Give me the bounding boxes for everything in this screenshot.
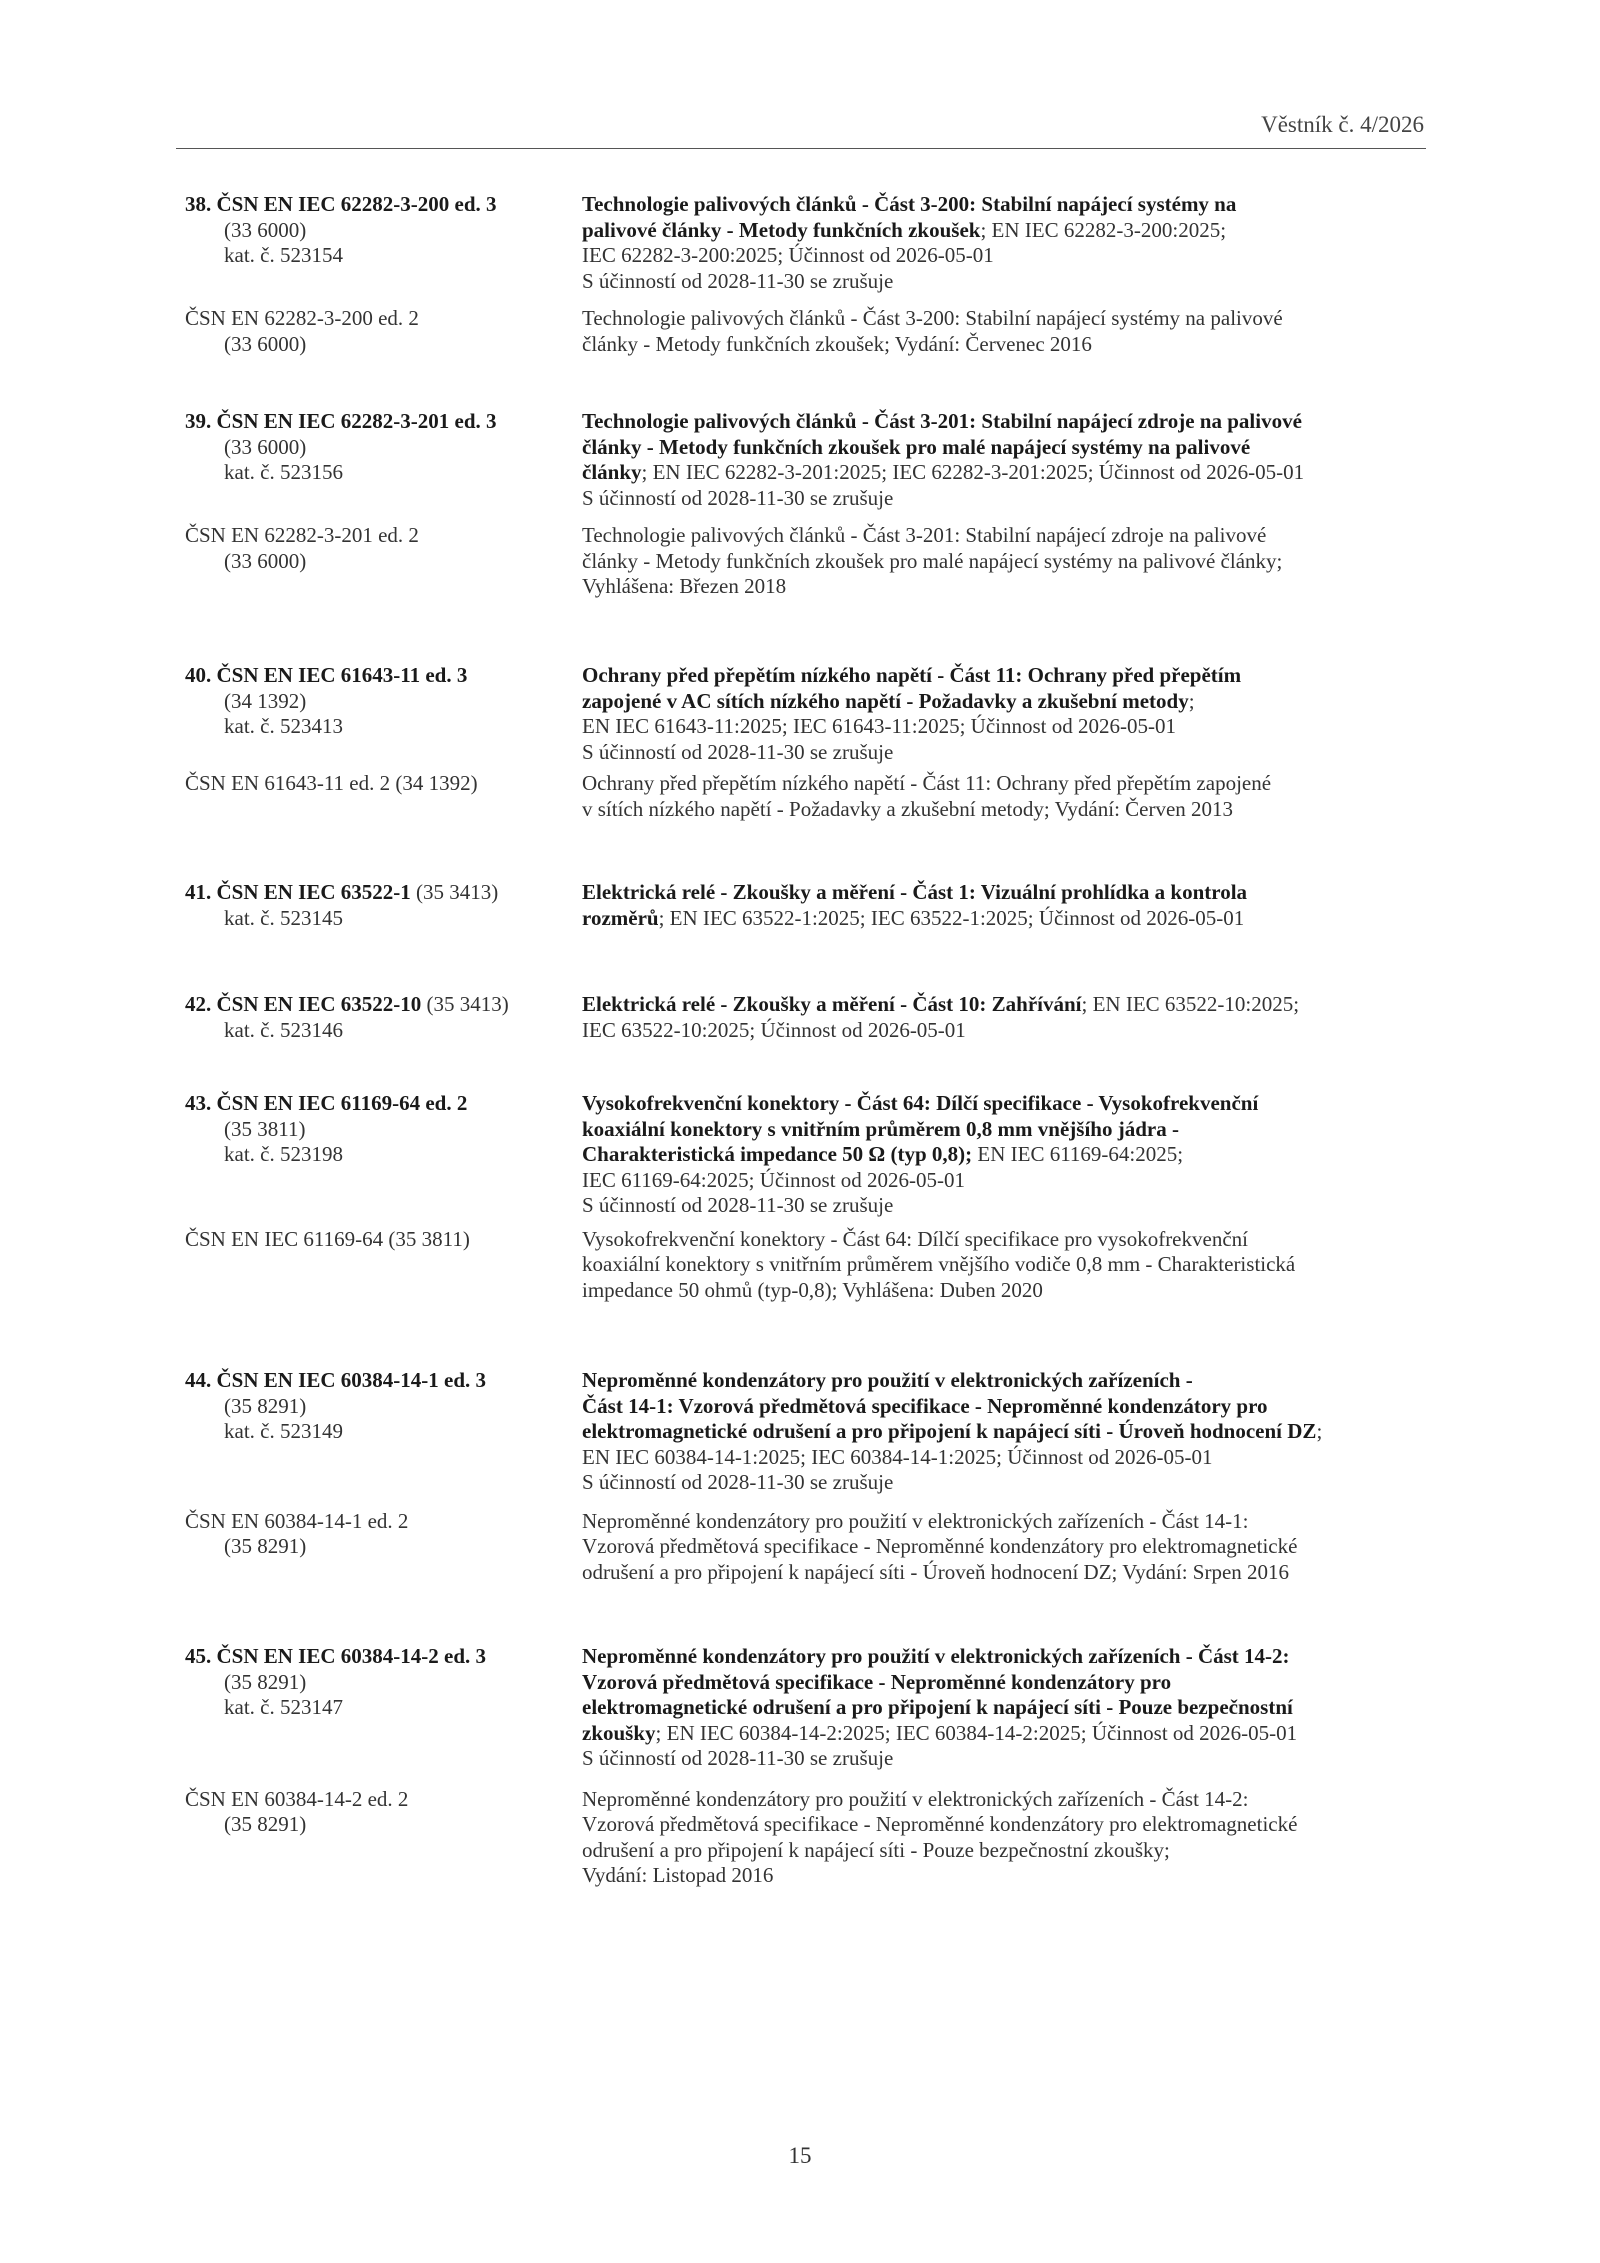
standard-references: ; bbox=[1188, 688, 1195, 713]
replaced-standard-description bbox=[582, 523, 1432, 600]
standard-validity: S účinností od 2028-11-30 se zrušuje bbox=[582, 739, 894, 764]
standard-code-line bbox=[185, 992, 575, 1018]
title-line bbox=[582, 689, 1432, 715]
replaced-standard-title: odrušení a pro připojení k napájecí síti - Úroveň hodnocení DZ; Vydání: Srpen 2016 bbox=[582, 1559, 1290, 1584]
standard-title: Elektrická relé - Zkoušky a měření - Část 1: Vizuální prohlídka a kontrola bbox=[582, 880, 1248, 904]
replaced-standard-description bbox=[582, 1509, 1432, 1586]
replaced-standard-title: články - Metody funkčních zkoušek; Vydání: Červenec 2016 bbox=[582, 331, 1092, 356]
replaced-standard-title: impedance 50 ohmů (typ-0,8); Vyhlášena: Duben 2020 bbox=[582, 1277, 1043, 1302]
replaced-standard-code: (33 6000) bbox=[224, 331, 307, 356]
entry-number: 43. bbox=[185, 1091, 212, 1115]
standard-code: ČSN EN IEC 60384-14-2 ed. 3 bbox=[216, 1644, 487, 1668]
standard-title: palivové články - Metody funkčních zkoušek bbox=[582, 217, 981, 242]
new-standard bbox=[0, 1091, 1600, 1219]
title-line bbox=[582, 992, 1432, 1018]
standard-meta: (33 6000) bbox=[224, 217, 307, 242]
title-line bbox=[582, 663, 1432, 689]
title-line bbox=[582, 906, 1432, 932]
replaced-standard-code: ČSN EN IEC 61169-64 (35 3811) bbox=[185, 1226, 470, 1251]
standard-validity: IEC 61169-64:2025; Účinnost od 2026-05-01 bbox=[582, 1167, 966, 1192]
new-standard-description bbox=[582, 409, 1432, 511]
replaced-standard-title: Neproměnné kondenzátory pro použití v elektronických zařízeních - Část 14-2: bbox=[582, 1786, 1249, 1811]
classification-number: (35 3413) bbox=[421, 992, 509, 1016]
replaced-standard-ids bbox=[185, 1227, 575, 1253]
new-standard bbox=[0, 992, 1600, 1043]
standard-code-line bbox=[185, 1368, 575, 1394]
standard-code: ČSN EN IEC 61169-64 ed. 2 bbox=[216, 1091, 468, 1115]
entry-number: 40. bbox=[185, 663, 212, 687]
replaced-standard-code: (35 8291) bbox=[224, 1812, 307, 1836]
standard-title: zkoušky bbox=[582, 1720, 656, 1745]
standard-references: ; EN IEC 62282-3-201:2025; IEC 62282-3-201:2025; Účinnost od 2026-05-01 bbox=[641, 460, 1305, 484]
standard-title: Vzorová předmětová specifikace - Neproměnné kondenzátory pro bbox=[582, 1669, 1172, 1694]
standard-title: Část 14-1: Vzorová předmětová specifikace - Neproměnné kondenzátory pro bbox=[582, 1393, 1268, 1418]
title-line bbox=[582, 218, 1432, 244]
standard-meta: kat. č. 523154 bbox=[224, 243, 343, 267]
title-line bbox=[582, 1394, 1432, 1420]
bulletin-title: Věstník č. 4/2026 bbox=[1261, 112, 1424, 137]
standard-code: ČSN EN IEC 63522-10 bbox=[216, 992, 422, 1016]
replaced-standard-ids bbox=[185, 523, 575, 574]
new-standard-ids bbox=[185, 1644, 575, 1721]
replaced-standard-ids bbox=[185, 1509, 575, 1560]
new-standard-description bbox=[582, 663, 1432, 765]
new-standard-description bbox=[582, 992, 1432, 1043]
standard-meta: kat. č. 523146 bbox=[224, 1017, 343, 1042]
replaced-standard-title: koaxiální konektory s vnitřním průměrem vnějšího vodiče 0,8 mm - Charakteristická bbox=[582, 1252, 1296, 1276]
replaced-standard bbox=[0, 1787, 1600, 1889]
entry-number: 45. bbox=[185, 1644, 212, 1668]
entry-number: 38. bbox=[185, 192, 212, 216]
replaced-standard-title: Vzorová předmětová specifikace - Neproměnné kondenzátory pro elektromagnetické bbox=[582, 1812, 1298, 1836]
replaced-standard bbox=[0, 306, 1600, 357]
title-line bbox=[582, 192, 1432, 218]
new-standard bbox=[0, 1644, 1600, 1772]
standard-code-line bbox=[185, 1644, 575, 1670]
standard-validity: S účinností od 2028-11-30 se zrušuje bbox=[582, 1193, 894, 1217]
new-standard-ids bbox=[185, 880, 575, 931]
replaced-standard-ids bbox=[185, 771, 575, 797]
replaced-standard-code: (35 8291) bbox=[224, 1534, 307, 1558]
standard-code: ČSN EN IEC 61643-11 ed. 3 bbox=[216, 663, 468, 687]
standard-title: Technologie palivových článků - Část 3-201: Stabilní napájecí zdroje na palivové bbox=[582, 409, 1302, 433]
replaced-standard-code: ČSN EN 62282-3-200 ed. 2 bbox=[185, 306, 419, 330]
replaced-standard bbox=[0, 771, 1600, 822]
standard-meta: kat. č. 523413 bbox=[224, 714, 343, 738]
standard-code-line bbox=[185, 880, 575, 906]
standard-meta: (35 8291) bbox=[224, 1669, 307, 1694]
replaced-standard-title: Vyhlášena: Březen 2018 bbox=[582, 574, 787, 598]
new-standard-ids bbox=[185, 409, 575, 486]
new-standard-description bbox=[582, 192, 1432, 294]
new-standard-ids bbox=[185, 663, 575, 740]
replaced-standard-description bbox=[582, 1787, 1432, 1889]
standard-references: ; EN IEC 63522-10:2025; bbox=[1081, 992, 1300, 1016]
standard-title: elektromagnetické odrušení a pro připojení k napájecí síti - Pouze bezpečnostní bbox=[582, 1695, 1293, 1719]
standard-meta: (33 6000) bbox=[224, 434, 307, 459]
title-line bbox=[582, 1721, 1432, 1747]
standard-references: ; EN IEC 62282-3-200:2025; bbox=[980, 217, 1227, 242]
standard-title: Elektrická relé - Zkoušky a měření - Část 10: Zahřívání bbox=[582, 992, 1082, 1016]
entry-number: 42. bbox=[185, 992, 212, 1016]
new-standard-ids bbox=[185, 1091, 575, 1168]
standard-entry bbox=[0, 1368, 1600, 1585]
replaced-standard-title: Vzorová předmětová specifikace - Neproměnné kondenzátory pro elektromagnetické bbox=[582, 1534, 1298, 1558]
standard-code-line bbox=[185, 409, 575, 435]
standard-title: Charakteristická impedance 50 Ω (typ 0,8); bbox=[582, 1142, 973, 1166]
standard-validity: EN IEC 60384-14-1:2025; IEC 60384-14-1:2025; Účinnost od 2026-05-01 bbox=[582, 1444, 1213, 1469]
standard-title: zapojené v AC sítích nízkého napětí - Požadavky a zkušební metody bbox=[582, 688, 1189, 713]
standard-validity: S účinností od 2028-11-30 se zrušuje bbox=[582, 268, 894, 293]
standard-meta: kat. č. 523147 bbox=[224, 1695, 343, 1719]
standard-code-line bbox=[185, 192, 575, 218]
replaced-standard-title: Neproměnné kondenzátory pro použití v elektronických zařízeních - Část 14-1: bbox=[582, 1508, 1249, 1533]
new-standard bbox=[0, 663, 1600, 765]
standard-title: Vysokofrekvenční konektory - Část 64: Dílčí specifikace - Vysokofrekvenční bbox=[582, 1091, 1259, 1115]
standard-title: Neproměnné kondenzátory pro použití v elektronických zařízeních - bbox=[582, 1368, 1193, 1392]
standard-entry bbox=[0, 663, 1600, 822]
standard-entry bbox=[0, 1644, 1600, 1889]
standard-validity: S účinností od 2028-11-30 se zrušuje bbox=[582, 1470, 894, 1494]
title-line bbox=[582, 1368, 1432, 1394]
new-standard bbox=[0, 880, 1600, 931]
replaced-standard-ids bbox=[185, 306, 575, 357]
standard-code: ČSN EN IEC 63522-1 bbox=[216, 880, 411, 904]
title-line bbox=[582, 1117, 1432, 1143]
new-standard-ids bbox=[185, 192, 575, 269]
standard-entry bbox=[0, 1091, 1600, 1303]
replaced-standard-title: Technologie palivových článků - Část 3-200: Stabilní napájecí systémy na palivové bbox=[582, 306, 1283, 330]
standard-entry bbox=[0, 880, 1600, 931]
standard-meta: (35 8291) bbox=[224, 1393, 307, 1418]
title-line bbox=[582, 880, 1432, 906]
standard-title: Technologie palivových článků - Část 3-200: Stabilní napájecí systémy na bbox=[582, 192, 1237, 216]
replaced-standard bbox=[0, 1509, 1600, 1586]
replaced-standard-code: (33 6000) bbox=[224, 548, 307, 573]
replaced-standard-title: Ochrany před přepětím nízkého napětí - Část 11: Ochrany před přepětím zapojené bbox=[582, 771, 1272, 795]
new-standard-ids bbox=[185, 992, 575, 1043]
standard-code: ČSN EN IEC 60384-14-1 ed. 3 bbox=[216, 1368, 487, 1392]
replaced-standard-description bbox=[582, 306, 1432, 357]
replaced-standard-title: Vydání: Listopad 2016 bbox=[582, 1863, 774, 1887]
entry-number: 39. bbox=[185, 409, 212, 433]
replaced-standard-title: Vysokofrekvenční konektory - Část 64: Dílčí specifikace pro vysokofrekvenční bbox=[582, 1226, 1248, 1251]
standard-title: koaxiální konektory s vnitřním průměrem 0,8 mm vnějšího jádra - bbox=[582, 1116, 1179, 1141]
new-standard-ids bbox=[185, 1368, 575, 1445]
page-header bbox=[176, 108, 1426, 149]
standard-references: ; EN IEC 63522-1:2025; IEC 63522-1:2025; Účinnost od 2026-05-01 bbox=[658, 905, 1245, 930]
standard-title: články - Metody funkčních zkoušek pro malé napájecí systémy na palivové bbox=[582, 434, 1251, 459]
title-line bbox=[582, 435, 1432, 461]
classification-number: (35 3413) bbox=[410, 880, 499, 904]
standard-validity: IEC 63522-10:2025; Účinnost od 2026-05-01 bbox=[582, 1017, 966, 1042]
standard-meta: kat. č. 523198 bbox=[224, 1142, 343, 1166]
new-standard-description bbox=[582, 1644, 1432, 1772]
standard-title: články bbox=[582, 460, 642, 484]
replaced-standard-code: ČSN EN 60384-14-2 ed. 2 bbox=[185, 1786, 409, 1811]
title-line bbox=[582, 1142, 1432, 1168]
replaced-standard-title: odrušení a pro připojení k napájecí síti - Pouze bezpečnostní zkoušky; bbox=[582, 1837, 1170, 1862]
standard-entry bbox=[0, 192, 1600, 357]
standard-code-line bbox=[185, 663, 575, 689]
replaced-standard-title: v sítích nízkého napětí - Požadavky a zkušební metody; Vydání: Červen 2013 bbox=[582, 796, 1234, 821]
title-line bbox=[582, 1670, 1432, 1696]
new-standard-description bbox=[582, 1091, 1432, 1219]
title-line bbox=[582, 460, 1432, 486]
standard-entry bbox=[0, 409, 1600, 600]
new-standard bbox=[0, 192, 1600, 294]
standard-validity: S účinností od 2028-11-30 se zrušuje bbox=[582, 1746, 894, 1770]
title-line bbox=[582, 1644, 1432, 1670]
standard-title: Ochrany před přepětím nízkého napětí - Část 11: Ochrany před přepětím bbox=[582, 663, 1242, 687]
entry-number: 41. bbox=[185, 880, 212, 904]
title-line bbox=[582, 1419, 1432, 1445]
title-line bbox=[582, 1091, 1432, 1117]
entry-number: 44. bbox=[185, 1368, 212, 1392]
standard-meta: kat. č. 523156 bbox=[224, 460, 343, 484]
page-number: 15 bbox=[788, 2143, 812, 2168]
replaced-standard-code: ČSN EN 60384-14-1 ed. 2 bbox=[185, 1508, 409, 1533]
standard-meta: (34 1392) bbox=[224, 688, 307, 713]
new-standard-description bbox=[582, 1368, 1432, 1496]
new-standard bbox=[0, 1368, 1600, 1496]
standard-references: EN IEC 61169-64:2025; bbox=[972, 1142, 1184, 1166]
standard-references: ; EN IEC 60384-14-2:2025; IEC 60384-14-2:2025; Účinnost od 2026-05-01 bbox=[655, 1720, 1298, 1745]
standard-references: ; bbox=[1316, 1419, 1323, 1443]
replaced-standard-title: články - Metody funkčních zkoušek pro malé napájecí systémy na palivové články; bbox=[582, 548, 1283, 573]
standard-validity: IEC 62282-3-200:2025; Účinnost od 2026-05-01 bbox=[582, 243, 994, 267]
title-line bbox=[582, 1695, 1432, 1721]
standard-meta: kat. č. 523149 bbox=[224, 1419, 343, 1443]
replaced-standard-description bbox=[582, 1227, 1432, 1304]
title-line bbox=[582, 409, 1432, 435]
standard-title: rozměrů bbox=[582, 905, 659, 930]
standard-title: Neproměnné kondenzátory pro použití v elektronických zařízeních - Část 14-2: bbox=[582, 1644, 1290, 1668]
new-standard-description bbox=[582, 880, 1432, 931]
replaced-standard-title: Technologie palivových článků - Část 3-201: Stabilní napájecí zdroje na palivové bbox=[582, 523, 1267, 547]
standard-title: elektromagnetické odrušení a pro připojení k napájecí síti - Úroveň hodnocení DZ bbox=[582, 1419, 1317, 1443]
standard-entry bbox=[0, 992, 1600, 1043]
replaced-standard-description bbox=[582, 771, 1432, 822]
standard-code: ČSN EN IEC 62282-3-200 ed. 3 bbox=[216, 192, 497, 216]
new-standard bbox=[0, 409, 1600, 511]
replaced-standard bbox=[0, 1227, 1600, 1304]
standard-meta: kat. č. 523145 bbox=[224, 905, 343, 930]
replaced-standard bbox=[0, 523, 1600, 600]
replaced-standard-code: ČSN EN 61643-11 ed. 2 (34 1392) bbox=[185, 771, 478, 795]
standard-validity: S účinností od 2028-11-30 se zrušuje bbox=[582, 485, 894, 510]
replaced-standard-code: ČSN EN 62282-3-201 ed. 2 bbox=[185, 523, 419, 547]
replaced-standard-ids bbox=[185, 1787, 575, 1838]
standard-code-line bbox=[185, 1091, 575, 1117]
standard-code: ČSN EN IEC 62282-3-201 ed. 3 bbox=[216, 409, 497, 433]
standard-validity: EN IEC 61643-11:2025; IEC 61643-11:2025; Účinnost od 2026-05-01 bbox=[582, 714, 1176, 738]
standard-meta: (35 3811) bbox=[224, 1116, 306, 1141]
